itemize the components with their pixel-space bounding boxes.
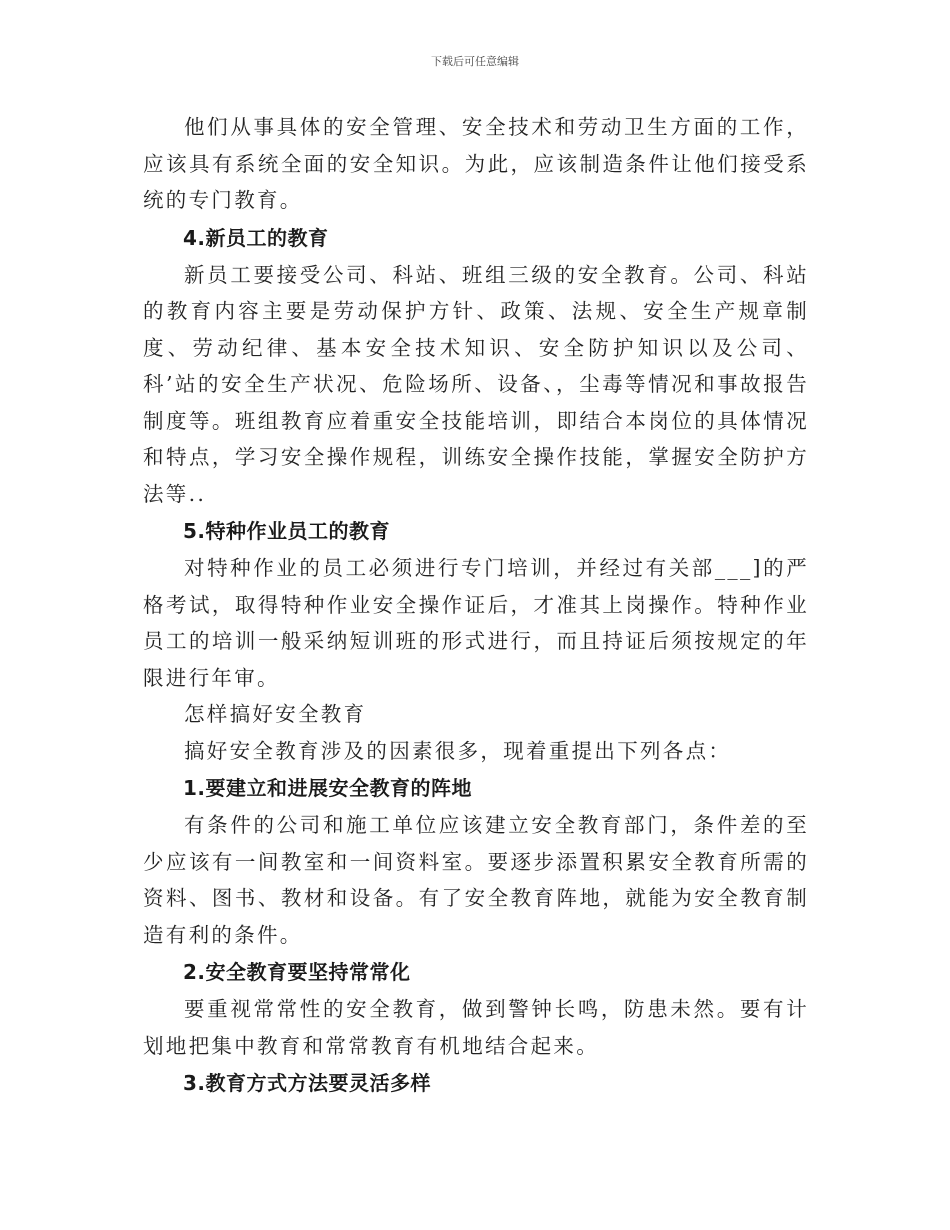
paragraph-personnel-knowledge: 他们从事具体的安全管理、安全技术和劳动卫生方面的工作，应该具有系统全面的安全知识。为此，应该制造条件让他们接受系统的专门教育。 [143,115,809,212]
heading-special-operation-education: 5.特种作业员工的教育 [183,519,391,543]
paragraph-regular-education: 要重视常常性的安全教育，做到警钟长鸣，防患未然。要有计划地把集中教育和常常教育有机地结合起来。 [143,997,809,1058]
paragraph-new-employee-education: 新员工要接受公司、科站、班组三级的安全教育。公司、科站的教育内容主要是劳动保护方针、政策、法规、安全生产规章制度、劳动纪律、基本安全技术知识、安全防护知识以及公司、科’站的安全生产状况、危险场所、设备、，尘毒等情况和事故报告制度等。班组教育应着重安全技能培训，即结合本岗位的具体情况和特点，学习安全操作规程，训练安全操作技能，掌握安全防护方法等.. [143,262,809,506]
heading-flexible-methods: 3.教育方式方法要灵活多样 [183,1071,432,1095]
heading-regular-education: 2.安全教育要坚持常常化 [183,960,411,984]
paragraph-special-operation-education: 对特种作业的员工必须进行专门培训，并经过有关部___]的严格考试，取得特种作业安全操作证后，才准其上岗操作。特种作业员工的培训一般采纳短训班的形式进行，而且持证后须按规定的年限进行年审。 [143,556,809,690]
paragraph-factors-intro: 搞好安全教育涉及的因素很多，现着重提出下列各点： [184,738,732,763]
paragraph-how-to-do-safety-education: 怎样搞好安全教育 [184,702,367,726]
heading-education-base: 1.要建立和进展安全教育的阵地 [183,776,473,800]
paragraph-education-base: 有条件的公司和施工单位应该建立安全教育部门，条件差的至少应该有一间教室和一间资料室。要逐步添置积累安全教育所需的资料、图书、教材和设备。有了安全教育阵地，就能为安全教育制造有利的条件。 [143,813,809,947]
heading-new-employee-education: 4.新员工的教育 [183,225,329,250]
page-header-note: 下载后可任意编辑 [431,55,519,68]
document-body [143,109,809,1102]
